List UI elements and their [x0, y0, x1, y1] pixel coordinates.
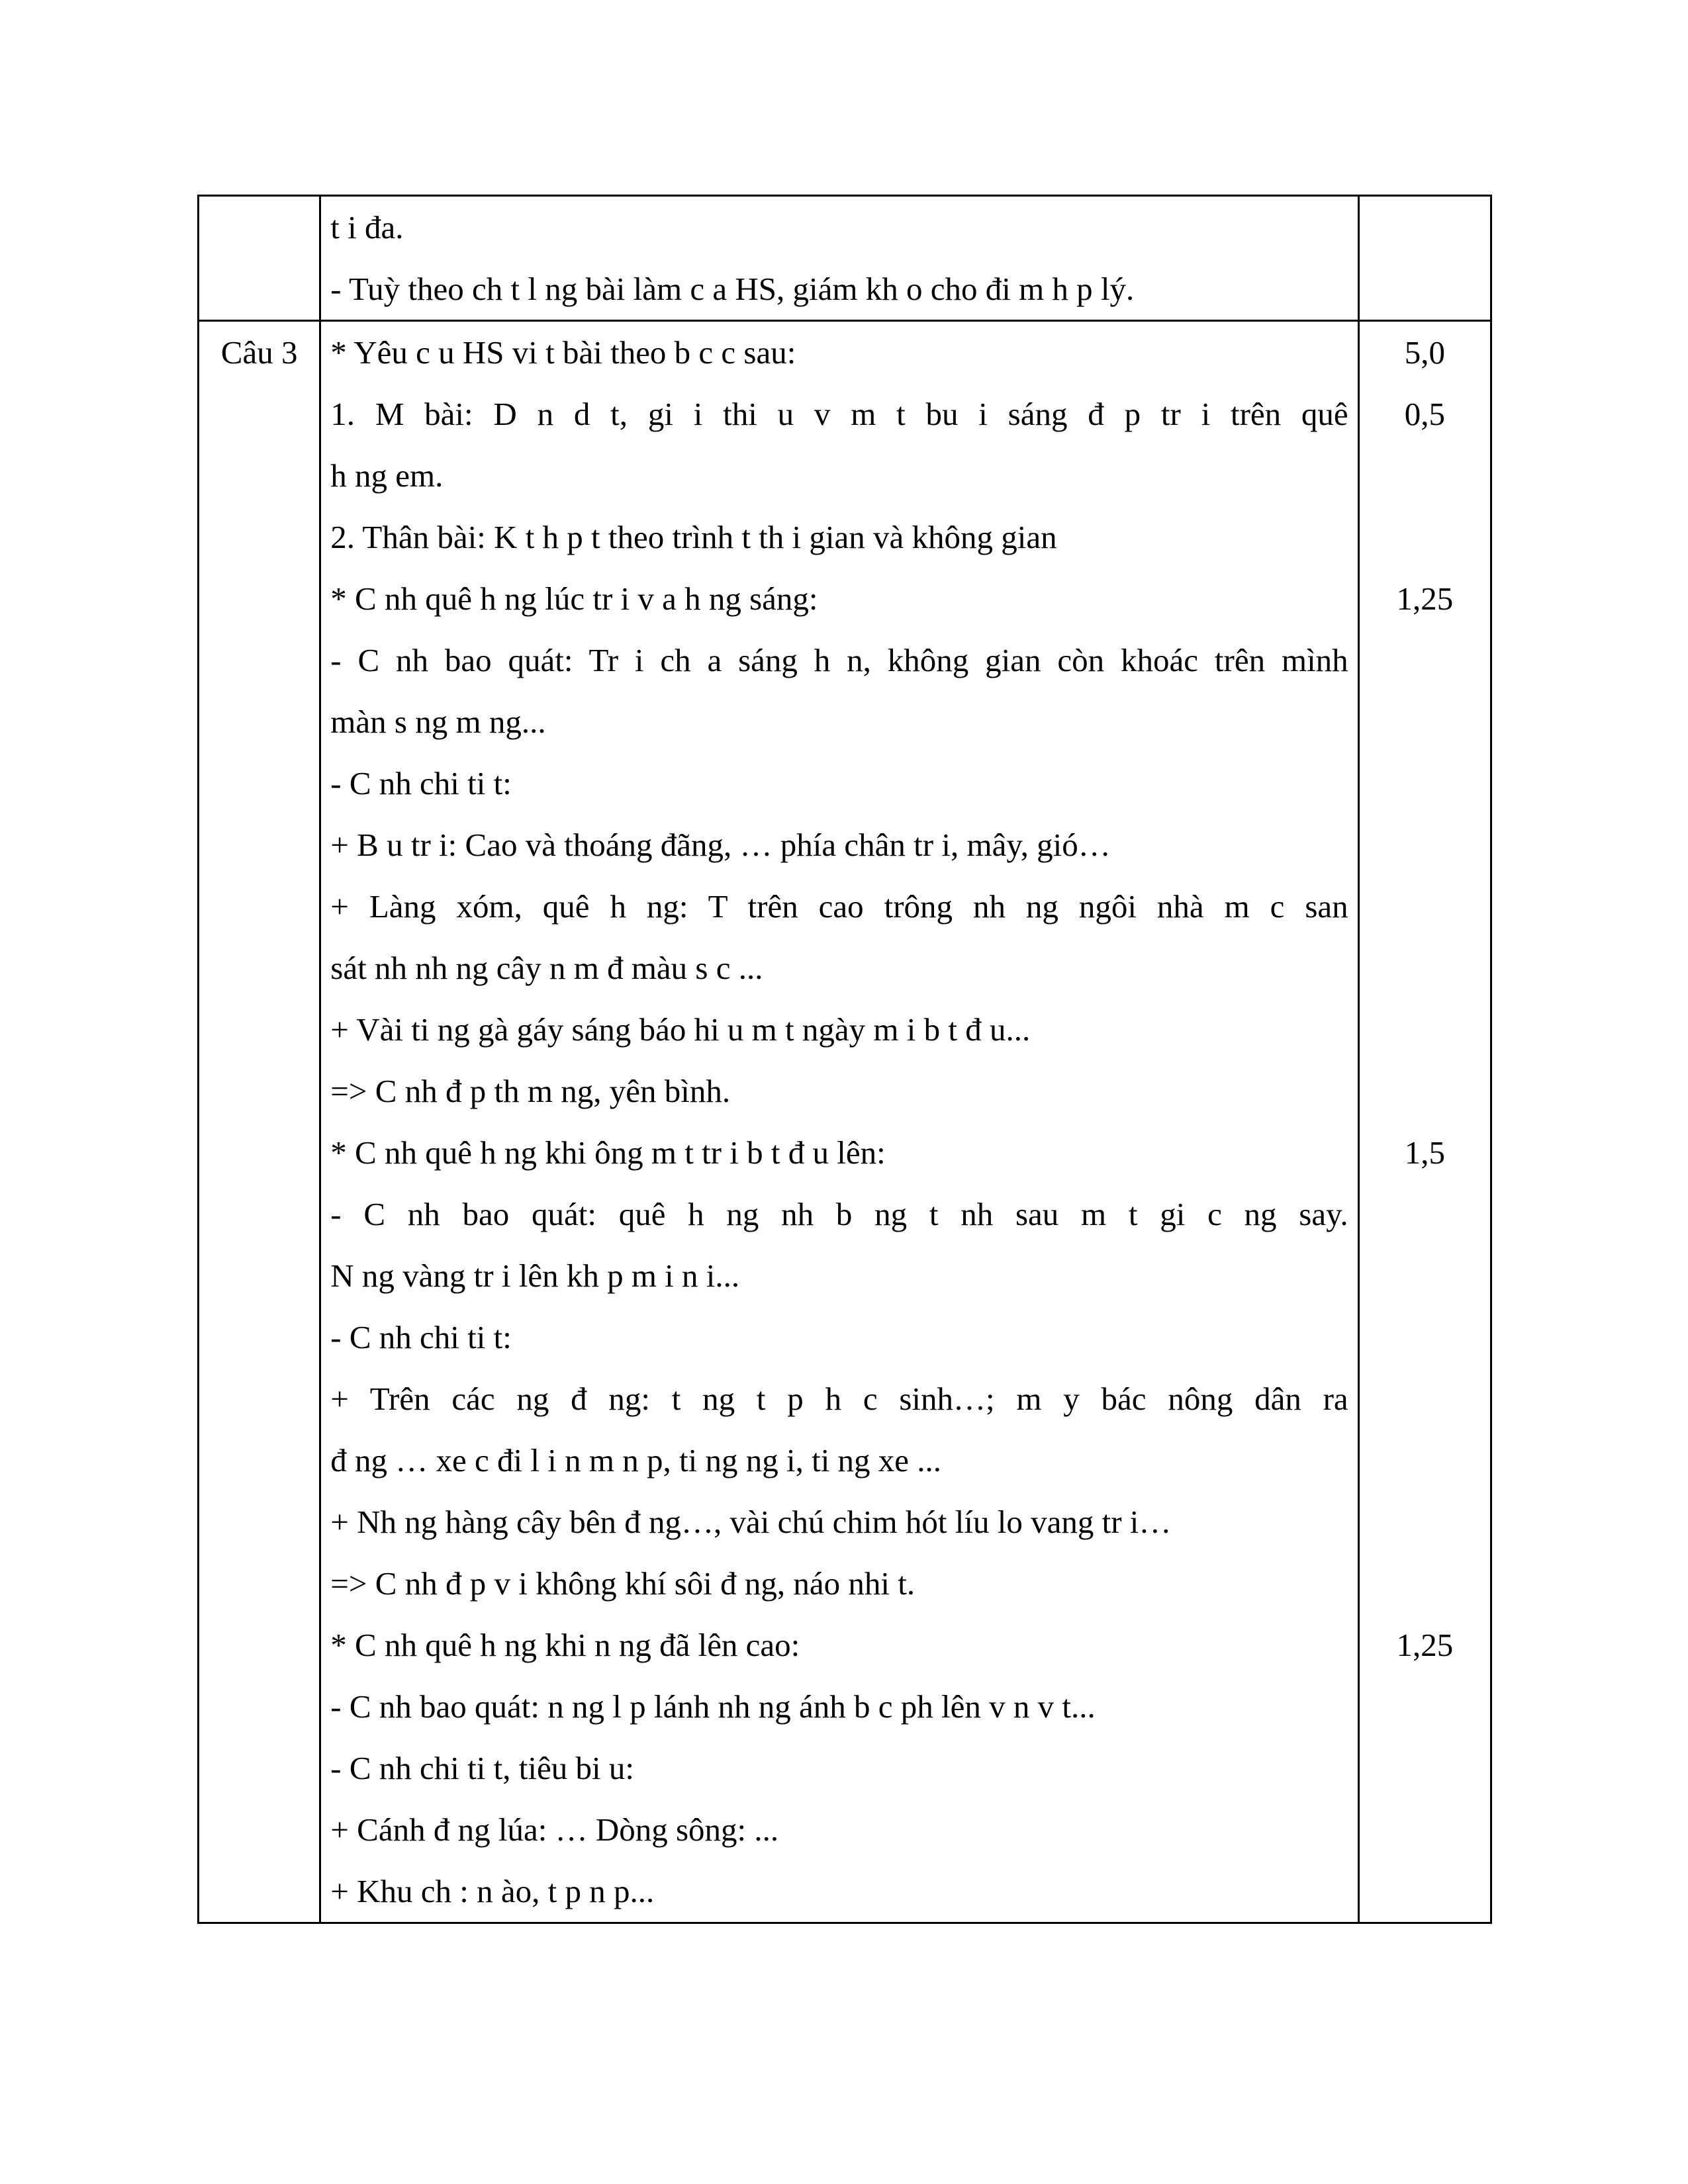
- content-line: + Trên các ng đ ng: t ng t p h c sinh…; m y bác nông dân ra: [330, 1381, 1348, 1417]
- score-value: [1360, 752, 1490, 814]
- content-cell: [320, 196, 1358, 321]
- score-value: [1360, 1245, 1490, 1306]
- content-line: - C nh bao quát: Tr i ch a sáng h n, không gian còn khoác trên mình: [330, 642, 1348, 678]
- content-line: 1. M bài: D n d t, gi i thi u v m t bu i sáng đ p tr i trên quê: [330, 396, 1348, 432]
- score-value: [1360, 1306, 1490, 1368]
- content-line: màn s ng m ng...: [330, 704, 546, 740]
- score-value: [1360, 506, 1490, 568]
- content-line: sát nh nh ng cây n m đ màu s c ...: [330, 950, 763, 986]
- content-line: - Tuỳ theo ch t l ng bài làm c a HS, giám kh o cho đi m h p lý.: [330, 271, 1135, 307]
- content-line: => C nh đ p th m ng, yên bình.: [330, 1073, 731, 1109]
- score-value: [1360, 1183, 1490, 1245]
- content-line: => C nh đ p v i không khí sôi đ ng, náo nhi t.: [330, 1565, 915, 1602]
- score-value: [1360, 1491, 1490, 1553]
- score-value: 0,5: [1404, 396, 1445, 432]
- score-value: [1360, 1430, 1490, 1491]
- score-value: [1360, 1553, 1490, 1614]
- question-label: Câu 3: [220, 334, 298, 371]
- score-value: 1,5: [1404, 1134, 1445, 1171]
- content-cell: [320, 321, 1358, 1923]
- score-cell: [1358, 321, 1491, 1923]
- content-line: + Cánh đ ng lúa: … Dòng sông: ...: [330, 1811, 779, 1848]
- score-value: 1,25: [1396, 1627, 1454, 1663]
- table-row: [199, 321, 1491, 1923]
- score-value: [1360, 814, 1490, 876]
- question-cell: [199, 321, 320, 1923]
- score-value: [1360, 937, 1490, 999]
- score-value: [1360, 876, 1490, 937]
- score-value: [1360, 1368, 1490, 1430]
- content-line: đ ng … xe c đi l i n m n p, ti ng ng i, ti ng xe ...: [330, 1442, 942, 1479]
- score-value: [1360, 691, 1490, 752]
- content-line: + B u tr i: Cao và thoáng đãng, … phía chân tr i, mây, gió…: [330, 827, 1111, 863]
- score-value: [1360, 445, 1490, 506]
- content-line: t i đa.: [330, 209, 404, 246]
- content-line: * C nh quê h ng khi ông m t tr i b t đ u lên:: [330, 1134, 886, 1171]
- score-value: 5,0: [1404, 334, 1445, 371]
- score-value: [1360, 1737, 1490, 1799]
- question-cell: [199, 196, 320, 321]
- score-value: [1360, 1060, 1490, 1122]
- content-line: - C nh bao quát: quê h ng nh b ng t nh sau m t gi c ng say.: [330, 1196, 1348, 1232]
- score-value: [1360, 1860, 1490, 1922]
- score-value: [1360, 629, 1490, 691]
- content-line: - C nh bao quát: n ng l p lánh nh ng ánh b c ph lên v n v t...: [330, 1688, 1096, 1725]
- score-value: 1,25: [1396, 580, 1454, 617]
- content-line: N ng vàng tr i lên kh p m i n i...: [330, 1257, 740, 1294]
- score-cell: [1358, 196, 1491, 321]
- content-line: - C nh chi ti t:: [330, 1319, 512, 1355]
- table-row: [199, 196, 1491, 321]
- content-line: + Vài ti ng gà gáy sáng báo hi u m t ngày m i b t đ u...: [330, 1011, 1031, 1048]
- content-line: * C nh quê h ng lúc tr i v a h ng sáng:: [330, 580, 818, 617]
- content-line: * Yêu c u HS vi t bài theo b c c sau:: [330, 334, 796, 371]
- content-line: - C nh chi ti t, tiêu bi u:: [330, 1750, 634, 1786]
- content-line: + Làng xóm, quê h ng: T trên cao trông nh ng ngôi nhà m c san: [330, 888, 1348, 925]
- score-value: [1360, 999, 1490, 1060]
- answer-table: [197, 195, 1492, 1924]
- content-line: * C nh quê h ng khi n ng đã lên cao:: [330, 1627, 800, 1663]
- score-value: [1360, 1676, 1490, 1737]
- content-line: h ng em.: [330, 457, 444, 494]
- content-line: + Khu ch : n ào, t p n p...: [330, 1873, 655, 1909]
- content-line: 2. Thân bài: K t h p t theo trình t th i gian và không gian: [330, 519, 1057, 555]
- score-value: [1360, 1799, 1490, 1860]
- content-line: - C nh chi ti t:: [330, 765, 512, 801]
- content-line: + Nh ng hàng cây bên đ ng…, vài chú chim hót líu lo vang tr i…: [330, 1504, 1172, 1540]
